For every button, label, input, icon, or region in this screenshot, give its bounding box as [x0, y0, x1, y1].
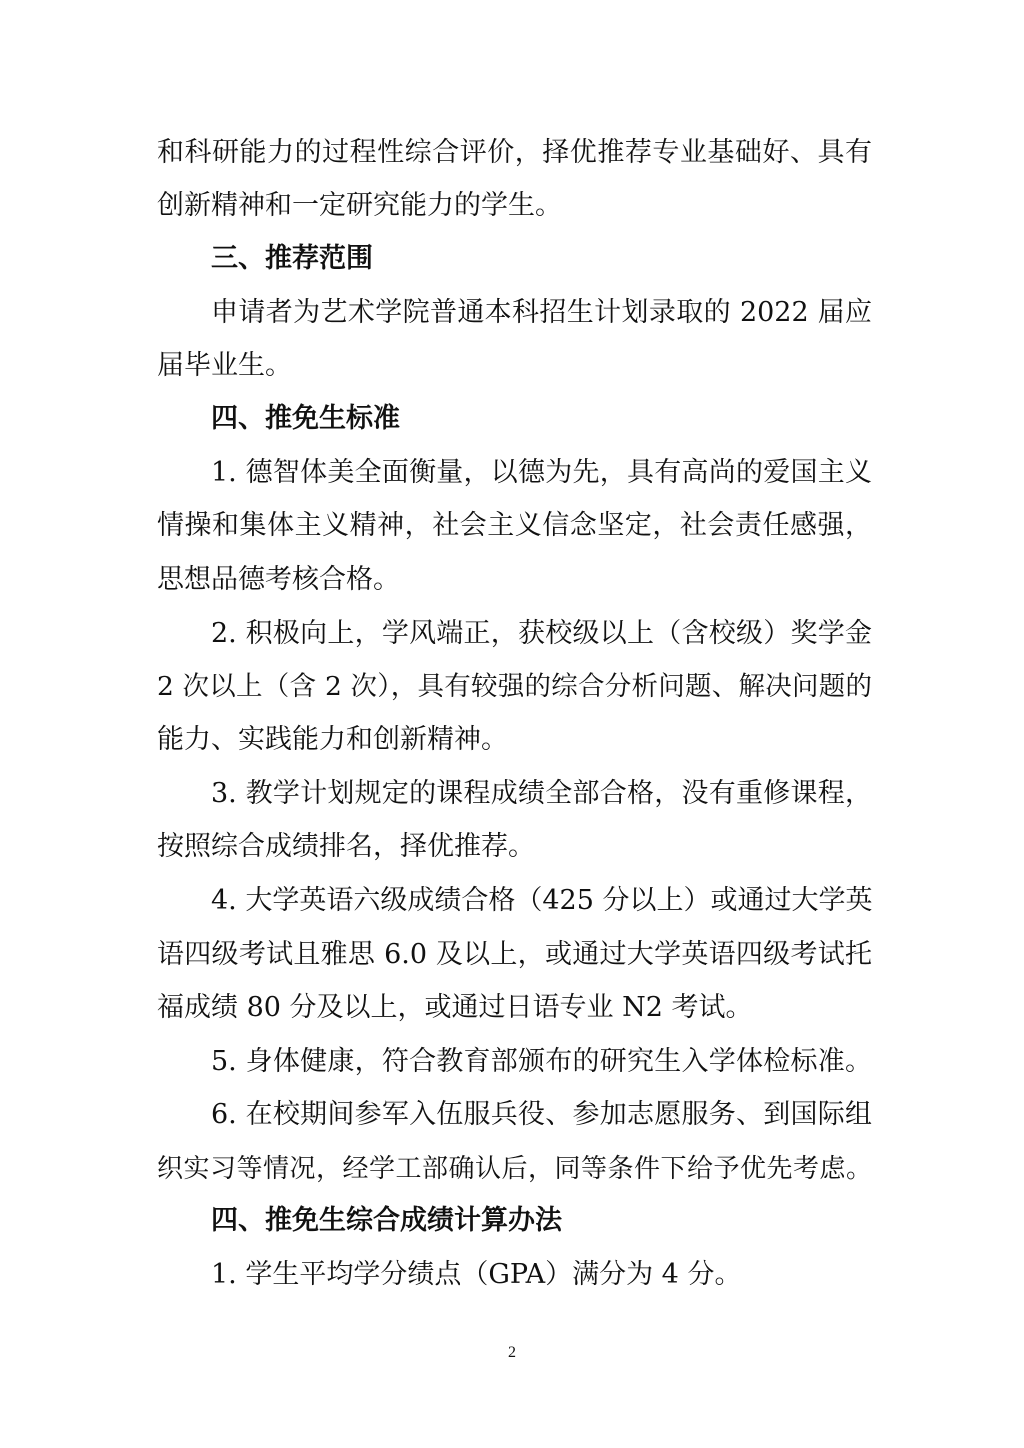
paragraph-line: 按照综合成绩排名，择优推荐。 [157, 831, 535, 862]
paragraph-line: 6. 在校期间参军入伍服兵役、参加志愿服务、到国际组 [211, 1099, 872, 1130]
paragraph-line: 2 次以上（含 2 次），具有较强的综合分析问题、解决问题的 [157, 671, 872, 702]
paragraph-line: 和科研能力的过程性综合评价，择优推荐专业基础好、具有 [157, 137, 872, 168]
page-number: 2 [508, 1344, 516, 1361]
paragraph-line: 届毕业生。 [157, 350, 292, 381]
paragraph-line: 2. 积极向上，学风端正，获校级以上（含校级）奖学金 [211, 618, 872, 649]
paragraph-line: 4. 大学英语六级成绩合格（425 分以上）或通过大学英 [211, 885, 873, 916]
paragraph-line: 语四级考试且雅思 6.0 及以上，或通过大学英语四级考试托 [157, 939, 872, 970]
paragraph-line: 创新精神和一定研究能力的学生。 [157, 190, 562, 221]
paragraph-line: 福成绩 80 分及以上，或通过日语专业 N2 考试。 [157, 992, 753, 1023]
paragraph-line: 能力、实践能力和创新精神。 [157, 724, 508, 755]
section-heading: 四、推免生综合成绩计算办法 [211, 1205, 562, 1236]
paragraph-line: 3. 教学计划规定的课程成绩全部合格，没有重修课程， [211, 778, 872, 809]
paragraph-line: 情操和集体主义精神，社会主义信念坚定，社会责任感强， [157, 510, 872, 541]
section-heading: 四、推免生标准 [211, 403, 400, 434]
paragraph-line: 思想品德考核合格。 [157, 564, 400, 595]
paragraph-line: 5. 身体健康，符合教育部颁布的研究生入学体检标准。 [211, 1046, 872, 1077]
paragraph-line: 织实习等情况，经学工部确认后，同等条件下给予优先考虑。 [157, 1154, 872, 1184]
paragraph-line: 申请者为艺术学院普通本科招生计划录取的 2022 届应 [211, 297, 872, 328]
section-heading: 三、推荐范围 [211, 243, 373, 274]
paragraph-line: 1. 德智体美全面衡量，以德为先，具有高尚的爱国主义 [211, 457, 872, 488]
paragraph-line: 1. 学生平均学分绩点（GPA）满分为 4 分。 [211, 1259, 742, 1290]
